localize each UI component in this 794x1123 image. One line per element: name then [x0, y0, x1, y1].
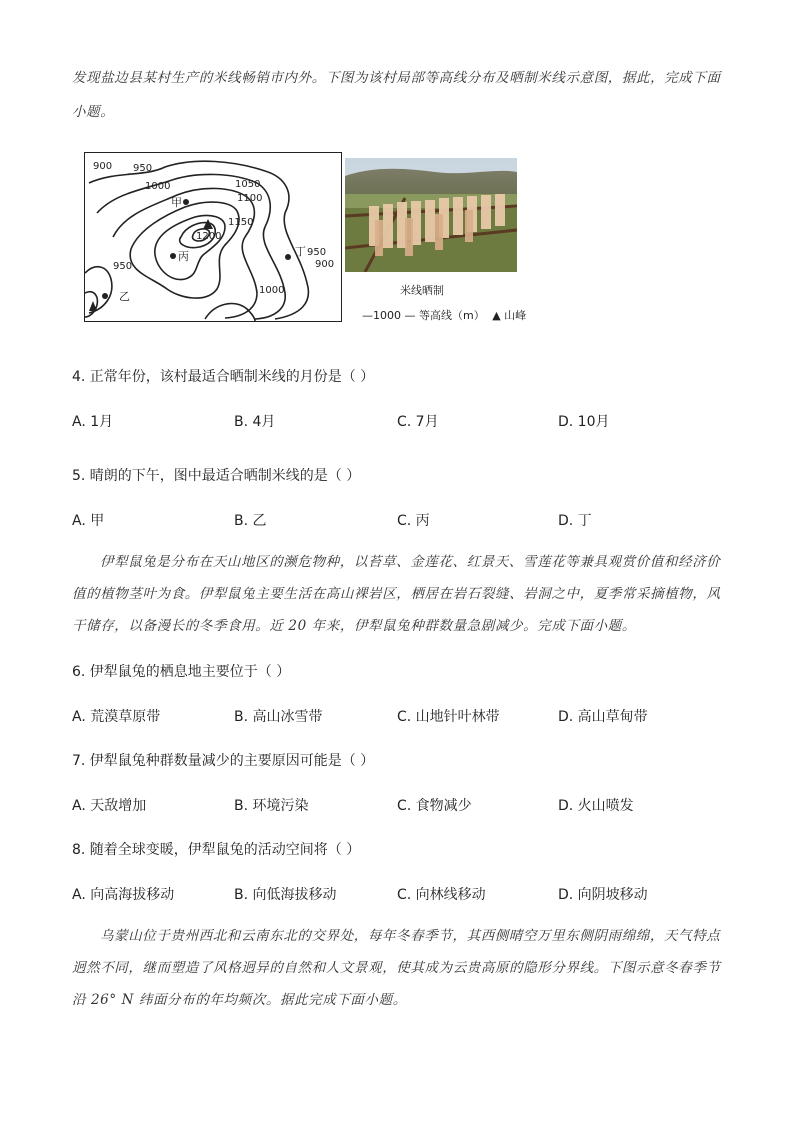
- q4-option-a[interactable]: A. 1月: [72, 414, 114, 430]
- q8-option-c[interactable]: C. 向林线移动: [397, 887, 486, 903]
- question-8-stem: 8. 随着全球变暖，伊犁鼠兔的活动空间将（ ）: [72, 842, 361, 858]
- contour-label-1100: 1100: [237, 193, 263, 204]
- question-5-stem: 5. 晴朗的下午，图中最适合晒制米线的是（ ）: [72, 468, 361, 484]
- intro-3-line-3: 沿 26° N 纬面分布的年均频次。据此完成下面小题。: [72, 992, 407, 1008]
- q5-option-c[interactable]: C. 丙: [397, 513, 430, 529]
- contour-line-left: [85, 267, 112, 313]
- intro-paragraph-2: [72, 546, 722, 578]
- contour-label-1150: 1150: [228, 217, 254, 228]
- q5-option-d[interactable]: D. 丁: [558, 513, 592, 529]
- legend-contour: —1000 — 等高线（m）: [362, 309, 485, 322]
- contour-label-950: 950: [133, 163, 153, 174]
- q8-option-d[interactable]: D. 向阴坡移动: [558, 887, 648, 903]
- intro-3-line-1: 乌蒙山位于贵州西北和云南东北的交界处，每年冬春季节，其西侧晴空万里东侧阴雨绵绵，天气特点: [100, 928, 721, 944]
- question-7-stem: 7. 伊犁鼠兔种群数量减少的主要原因可能是（ ）: [72, 753, 375, 769]
- intro-1-line-1: 发现盐边县某村生产的米线畅销市内外。下图为该村局部等高线分布及晒制米线示意图，据此，完成下面: [72, 70, 721, 86]
- q8-option-a[interactable]: A. 向高海拔移动: [72, 887, 175, 903]
- question-4-stem: 4. 正常年份，该村最适合晒制米线的月份是（ ）: [72, 369, 375, 385]
- contour-label-900: 900: [93, 161, 113, 172]
- q7-option-b[interactable]: B. 环境污染: [234, 798, 309, 814]
- intro-1-line-2: 小题。: [72, 104, 115, 120]
- contour-map: [84, 152, 342, 322]
- intro-paragraph-1: [72, 62, 722, 128]
- place-label-yi: 乙: [119, 290, 130, 303]
- contour-label-950-right: 950: [307, 247, 327, 258]
- q6-option-a[interactable]: A. 荒漠草原带: [72, 709, 161, 725]
- place-label-ding: 丁: [295, 245, 306, 258]
- intro-paragraph-3: [72, 920, 722, 952]
- place-label-bing: 丙: [178, 250, 189, 263]
- place-dot-bing: [170, 253, 176, 259]
- intro-3-line-2: 迥然不同，继而塑造了风格迥异的自然和人文景观，使其成为云贵高原的隐形分界线。下图示意冬春季节: [72, 960, 721, 976]
- intro-2-line-1: 伊犁鼠兔是分布在天山地区的濒危物种，以苔草、金莲花、红景天、雪莲花等兼具观赏价值和经济价: [100, 554, 721, 570]
- q4-option-d[interactable]: D. 10月: [558, 414, 610, 430]
- photo-svg: [345, 158, 517, 272]
- place-dot-yi: [102, 293, 108, 299]
- place-dot-ding: [285, 254, 291, 260]
- intro-2-line-2: 值的植物茎叶为食。伊犁鼠兔主要生活在高山裸岩区，栖居在岩石裂缝、岩洞之中，夏季常采摘植物，风: [72, 586, 721, 602]
- q5-option-b[interactable]: B. 乙: [234, 513, 267, 529]
- question-6-stem: 6. 伊犁鼠兔的栖息地主要位于（ ）: [72, 664, 291, 680]
- q8-option-b[interactable]: B. 向低海拔移动: [234, 887, 337, 903]
- contour-map-svg: [85, 153, 341, 321]
- contour-label-1050: 1050: [235, 179, 261, 190]
- intro-paragraph-2-cont: [72, 578, 722, 642]
- intro-2-line-3: 干储存，以备漫长的冬季食用。近 20 年来，伊犁鼠兔种群数量急剧减少。完成下面小题。: [72, 618, 636, 634]
- contour-label-1200: 1200: [196, 231, 222, 242]
- legend-peak: ▲ 山峰: [492, 309, 527, 322]
- contour-label-1000-bottom: 1000: [259, 285, 285, 296]
- q7-option-d[interactable]: D. 火山喷发: [558, 798, 634, 814]
- q5-option-a[interactable]: A. 甲: [72, 513, 105, 529]
- q6-option-d[interactable]: D. 高山草甸带: [558, 709, 648, 725]
- peak-icon-small: [89, 301, 97, 311]
- place-label-jia: 甲: [171, 196, 182, 209]
- q7-option-a[interactable]: A. 天敌增加: [72, 798, 147, 814]
- q7-option-c[interactable]: C. 食物减少: [397, 798, 472, 814]
- place-dot-jia: [183, 199, 189, 205]
- intro-paragraph-3-cont: [72, 952, 722, 1016]
- contour-label-900-right: 900: [315, 259, 335, 270]
- q6-option-b[interactable]: B. 高山冰雪带: [234, 709, 323, 725]
- q4-option-b[interactable]: B. 4月: [234, 414, 276, 430]
- rice-noodle-drying-photo: [345, 158, 517, 272]
- q6-option-c[interactable]: C. 山地针叶林带: [397, 709, 500, 725]
- legend: [362, 307, 526, 323]
- contour-line-bottom: [205, 304, 255, 321]
- contour-label-950-left: 950: [113, 261, 133, 272]
- contour-label-1000: 1000: [145, 181, 171, 192]
- q4-option-c[interactable]: C. 7月: [397, 414, 439, 430]
- photo-caption: 米线晒制: [400, 284, 444, 297]
